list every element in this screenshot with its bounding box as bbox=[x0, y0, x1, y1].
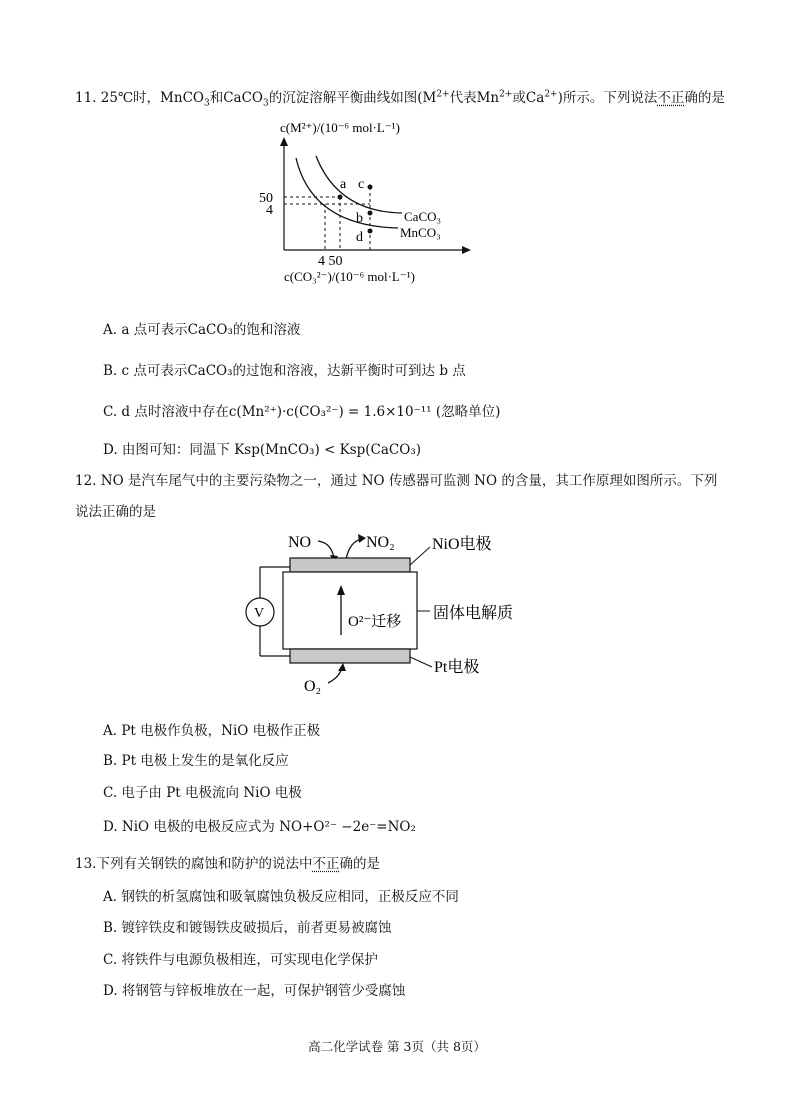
label-no: NO bbox=[288, 534, 312, 551]
q12-stem-line1: 12. NO 是汽车尾气中的主要污染物之一，通过 NO 传感器可监测 NO 的含量，其工作原理如图所示。下列 bbox=[75, 473, 718, 489]
q12-option-d[interactable]: D. NiO 电极的电极反应式为 NO+O²⁻ −2e⁻=NO₂ bbox=[103, 819, 416, 835]
emphasis-mark: 不正 bbox=[657, 90, 685, 106]
q12-sensor-diagram bbox=[240, 525, 530, 705]
y-tick-4: 4 bbox=[266, 203, 273, 218]
label-pt-electrode: Pt电极 bbox=[434, 659, 480, 676]
nio-electrode-plate bbox=[290, 558, 410, 572]
q12-option-a[interactable]: A. Pt 电极作负极，NiO 电极作正极 bbox=[103, 723, 321, 739]
point-c-dot bbox=[368, 185, 373, 190]
q13-option-a[interactable]: A. 钢铁的析氢腐蚀和吸氧腐蚀负极反应相同，正极反应不同 bbox=[103, 889, 459, 905]
q13-stem: 13.下列有关钢铁的腐蚀和防护的说法中不正确的是 bbox=[75, 856, 380, 872]
q12-option-b[interactable]: B. Pt 电极上发生的是氧化反应 bbox=[103, 753, 289, 769]
curve-caco3-label: CaCO₃ bbox=[404, 209, 442, 224]
y-axis-arrow bbox=[280, 137, 288, 146]
q11-option-c[interactable]: C. d 点时溶液中存在c(Mn²⁺)·c(CO₃²⁻) = 1.6×10⁻¹¹ (忽略单位) bbox=[103, 404, 501, 420]
label-o2: O₂ bbox=[304, 678, 322, 695]
q11-stem: 11. 25℃时，MnCO$_3$和CaCO$_3$的沉淀溶解平衡曲线如图($M^{2+}$代表$Mn^{2+}$或$Ca^{2+}$)所示。下列说法不正确的是 bbox=[75, 89, 725, 109]
point-c-label: c bbox=[358, 177, 365, 192]
curve-mnco3 bbox=[296, 158, 398, 228]
y-tick-50: 50 bbox=[259, 191, 273, 206]
q13-option-c[interactable]: C. 将铁件与电源负极相连，可实现电化学保护 bbox=[103, 952, 378, 968]
point-b-label: b bbox=[356, 211, 363, 226]
q13-option-d[interactable]: D. 将钢管与锌板堆放在一起，可保护钢管少受腐蚀 bbox=[103, 983, 406, 999]
x-ticks: 4 50 bbox=[318, 254, 343, 269]
point-a-label: a bbox=[340, 177, 347, 192]
pt-electrode-plate bbox=[290, 649, 410, 663]
label-solid-electrolyte: 固体电解质 bbox=[433, 605, 514, 622]
q11-option-d[interactable]: D. 由图可知：同温下 Ksp(MnCO₃) < Ksp(CaCO₃) bbox=[103, 442, 422, 458]
label-migration: O²⁻迁移 bbox=[348, 614, 402, 630]
page-footer: 高二化学试卷 第 3页（共 8页） bbox=[308, 1039, 486, 1054]
point-a-dot bbox=[338, 195, 343, 200]
voltmeter-label: V bbox=[254, 606, 265, 621]
q12-stem-line2: 说法正确的是 bbox=[75, 504, 156, 520]
leader-nio bbox=[410, 547, 430, 565]
x-axis-arrow bbox=[462, 246, 471, 254]
label-nio-electrode: NiO电极 bbox=[432, 536, 492, 553]
x-axis-label: c(CO₃²⁻)/(10⁻⁶ mol·L⁻¹) bbox=[284, 269, 415, 284]
label-no2: NO₂ bbox=[366, 534, 395, 551]
point-b-dot bbox=[368, 211, 373, 216]
q13-option-b[interactable]: B. 镀锌铁皮和镀锡铁皮破损后，前者更易被腐蚀 bbox=[103, 920, 392, 936]
q11-option-b[interactable]: B. c 点可表示CaCO₃的过饱和溶液，达新平衡时可到达 b 点 bbox=[103, 363, 466, 379]
point-d-dot bbox=[368, 229, 373, 234]
point-d-label: d bbox=[356, 230, 363, 245]
y-axis-label: c(M²⁺)/(10⁻⁶ mol·L⁻¹) bbox=[280, 120, 400, 135]
q11-solubility-graph bbox=[250, 110, 490, 290]
curve-mnco3-label: MnCO₃ bbox=[400, 225, 441, 240]
leader-pt bbox=[410, 657, 432, 667]
q11-option-a[interactable]: A. a 点可表示CaCO₃的饱和溶液 bbox=[103, 322, 301, 338]
q12-option-c[interactable]: C. 电子由 Pt 电极流向 NiO 电极 bbox=[103, 785, 302, 801]
emphasis-mark: 不正 bbox=[312, 856, 340, 872]
solid-electrolyte bbox=[283, 572, 417, 649]
